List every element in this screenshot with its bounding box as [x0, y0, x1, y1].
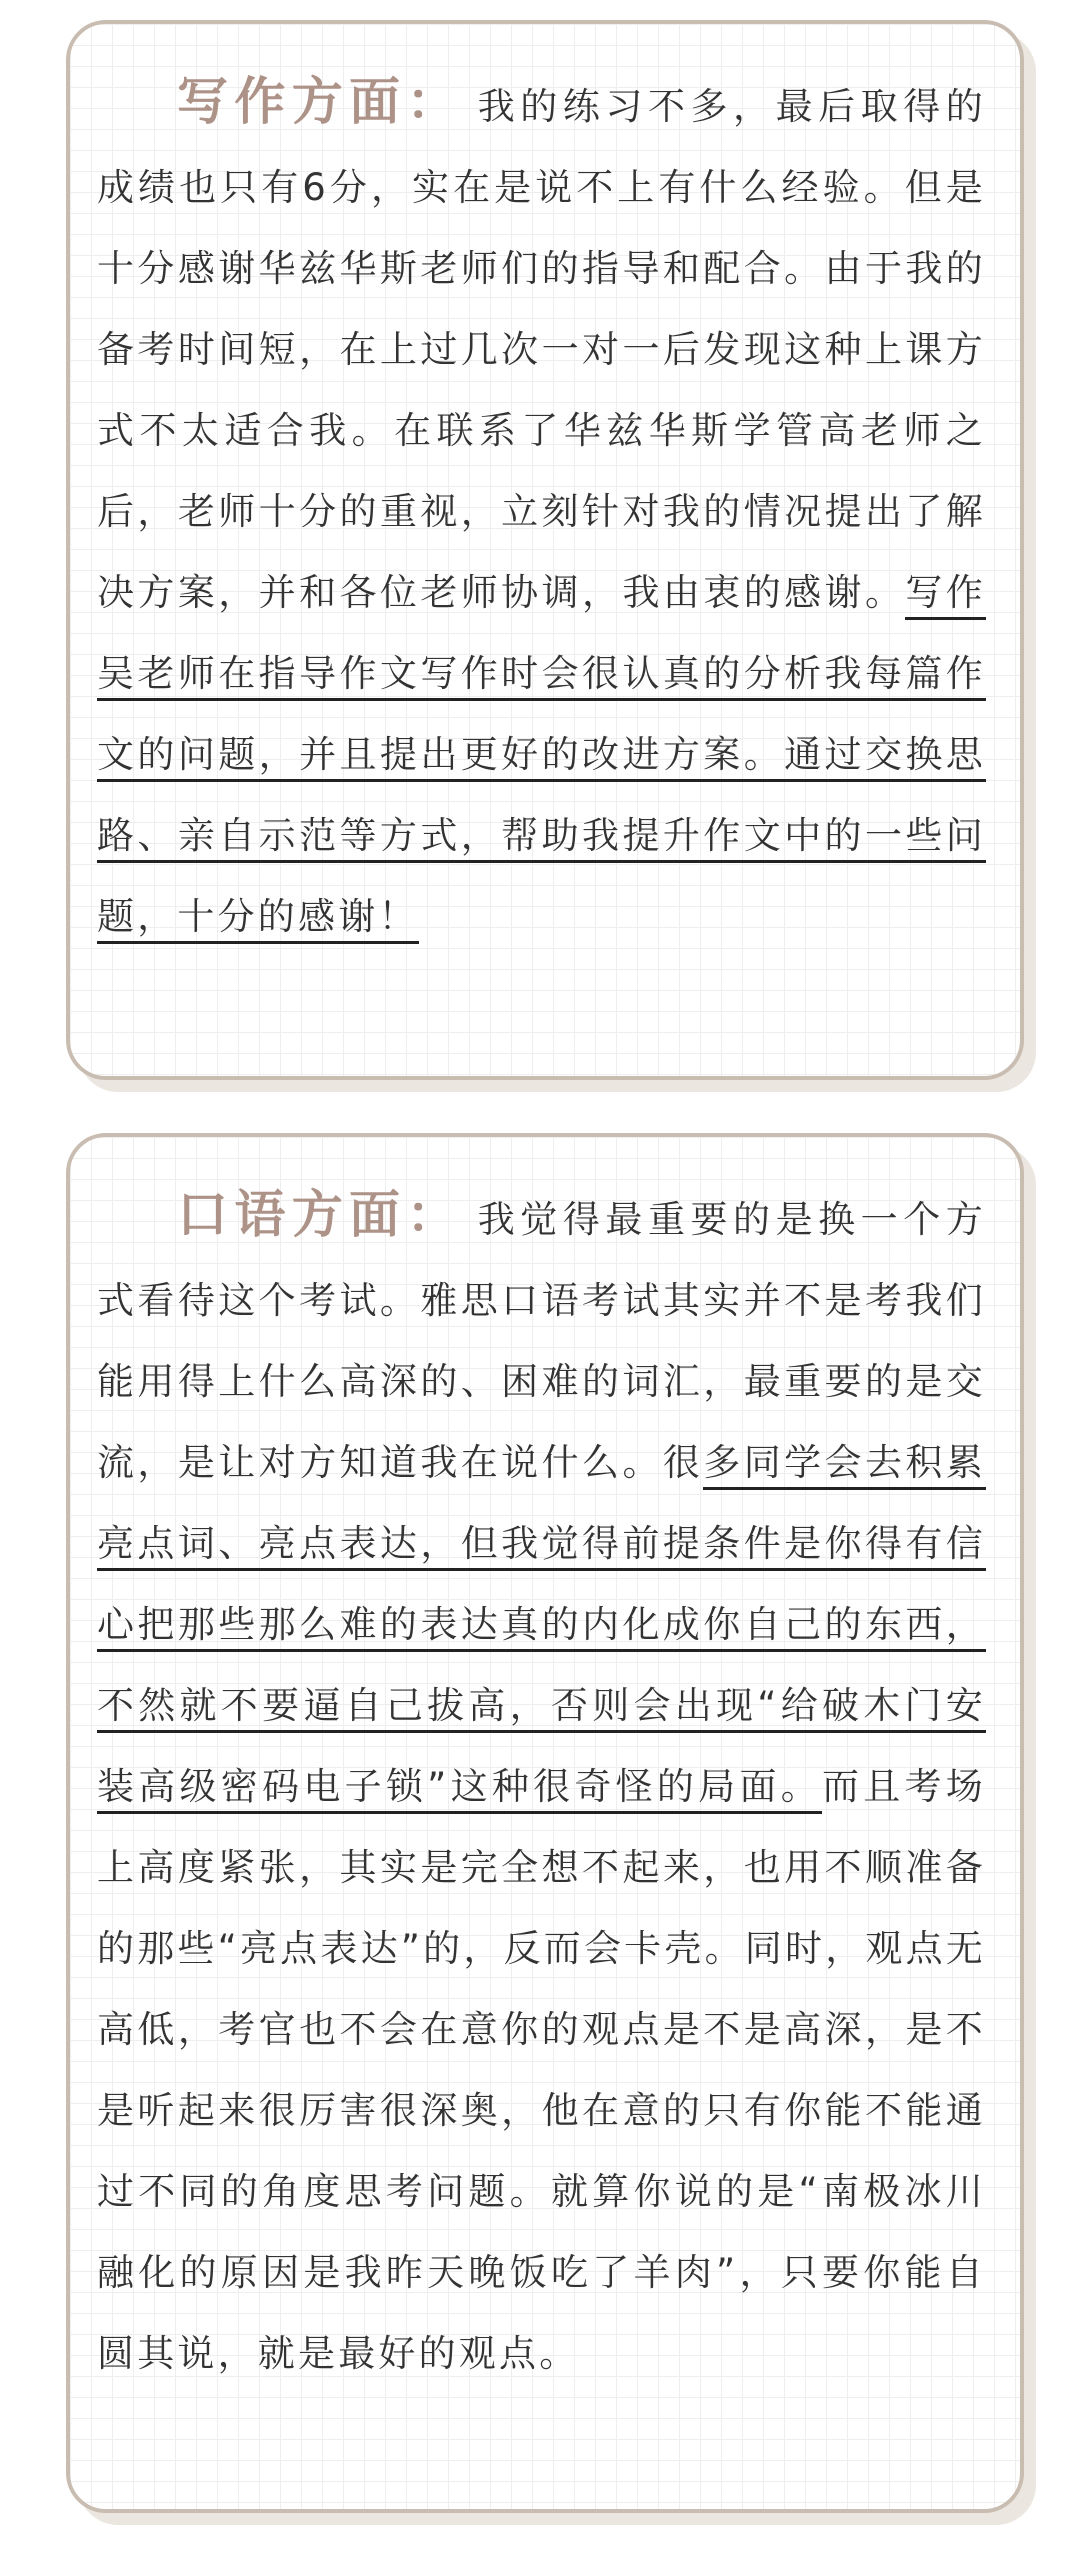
- speaking-text-start: 我觉得最重要的是换一个方式看待这个考试。雅思口语考试其实并不是考我们能用得上什么高深的、困难的词汇，最重要的是交流，是让对方知道我在说什么。很: [97, 1198, 986, 1484]
- speaking-card-wrapper: [66, 1133, 1024, 2513]
- speaking-paragraph: [97, 1175, 986, 2394]
- writing-card: [66, 20, 1024, 1080]
- speaking-heading: 口语方面：: [177, 1186, 464, 1245]
- writing-card-wrapper: [66, 20, 1024, 1080]
- writing-underlined-text: 写作吴老师在指导作文写作时会很认真的分析我每篇作文的问题，并且提出更好的改进方案。通过交换思路、亲自示范等方式，帮助我提升作文中的一些问题，十分的感谢！: [97, 571, 986, 944]
- speaking-underlined-text: 多同学会去积累亮点词、亮点表达，但我觉得前提条件是你得有信心把那些那么难的表达真的内化成你自己的东西，不然就不要逼自己拔高，否则会出现“给破木门安装高级密码电子锁”这种很奇怪的局面。: [97, 1441, 986, 1814]
- writing-paragraph: [97, 62, 986, 957]
- writing-heading: 写作方面：: [177, 73, 464, 132]
- writing-text: 我的练习不多，最后取得的成绩也只有6分，实在是说不上有什么经验。但是十分感谢华兹华斯老师们的指导和配合。由于我的备考时间短，在上过几次一对一后发现这种上课方式不太适合我。在联系了华兹华斯学管高老师之后，老师十分的重视，立刻针对我的情况提出了解决方案，并和各位老师协调，我由衷的感谢。: [97, 85, 986, 614]
- speaking-text-end: 而且考场上高度紧张，其实是完全想不起来，也用不顺准备的那些“亮点表达”的，反而会卡壳。同时，观点无高低，考官也不会在意你的观点是不是高深，是不是听起来很厉害很深奥，他在意的只有你能不能通过不同的角度思考问题。就算你说的是“南极冰川融化的原因是我昨天晚饭吃了羊肉”，只要你能自圆其说，就是最好的观点。: [97, 1765, 986, 2375]
- speaking-card: [66, 1133, 1024, 2513]
